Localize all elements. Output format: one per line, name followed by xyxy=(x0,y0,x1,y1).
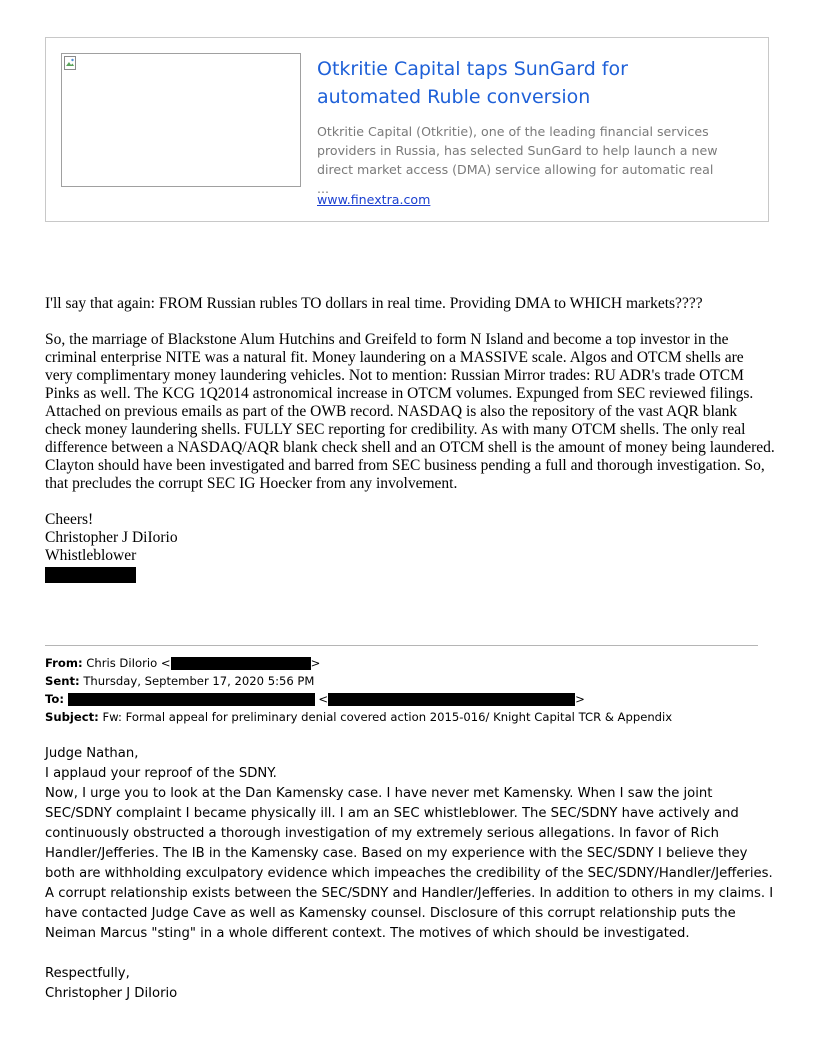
paragraph-1: I'll say that again: FROM Russian rubles TO dollars in real time. Providing DMA to WHICH markets???? xyxy=(45,295,703,312)
to-close: > xyxy=(575,692,585,706)
salutation: Judge Nathan, xyxy=(45,746,139,761)
paragraph-2: So, the marriage of Blackstone Alum Hutchins and Greifeld to form N Island and become a top investor in the criminal enterprise NITE was a natural fit. Money laundering on a MASSIVE scale. Algos and OTCM shells are very complimentary money laundering vehicles. Not to mention: Russian Mirror trades: RU ADR's trade OTCM Pinks as well. The KCG 1Q2014 astronomical increase in OTCM volumes. Expunged from SEC reviewed filings. Attached on previous emails as part of the OWB record. NASDAQ is also the repository of the vast AQR blank check money laundering shells. FULLY SEC reporting for credibility. As with many OTCM shells. The only real difference between a NASDAQ/AQR blank check shell and an OTCM shell is the amount of money being laundered. Clayton should have been investigated and barred from SEC business pending a full and thorough investigation. So, that precludes the corrupt SEC IG Hoecker from any involvement. xyxy=(45,331,775,492)
from-label: From: xyxy=(45,656,83,670)
body-paragraph: Now, I urge you to look at the Dan Kamensky case. I have never met Kamensky. When I saw the joint SEC/SDNY complaint I became physically ill. I am an SEC whistleblower. The SEC/SDNY have actively and continuously obstructed a thorough investigation of my extremely serious allegations. In favor of Rich Handler/Jefferies. The IB in the Kamensky case. Based on my experience with the SEC/SDNY I believe they both are withholding exculpatory evidence which impeaches the credibility of the SEC/SDNY/Handler/Jefferies. A corrupt relationship exists between the SEC/SDNY and Handler/Jefferies. In addition to others in my claims. I have contacted Judge Cave as well as Kamensky counsel. Disclosure of this corrupt relationship puts the Neiman Marcus "sting" in a whole different context. The motives of which should be investigated. xyxy=(45,786,774,941)
card-description: Otkritie Capital (Otkritie), one of the leading financial services providers in Russia, has selected SunGard to help launch a new direct market access (DMA) service allowing for automatic real ... xyxy=(317,124,718,196)
from-close: > xyxy=(310,656,321,670)
redaction-bar xyxy=(171,657,311,670)
redaction-bar xyxy=(68,693,315,706)
sent-value: Thursday, September 17, 2020 5:56 PM xyxy=(83,674,315,688)
subject-row xyxy=(45,708,785,726)
redaction-bar xyxy=(328,693,575,706)
from-value: Chris DiIorio < xyxy=(86,656,171,670)
sent-row xyxy=(45,672,785,690)
email-divider xyxy=(45,645,758,646)
subject-value: Fw: Formal appeal for preliminary denial covered action 2015-016/ Knight Capital TCR & Appendix xyxy=(102,710,673,724)
broken-image-icon xyxy=(64,56,76,70)
forwarded-header xyxy=(45,654,785,726)
to-row xyxy=(45,690,785,708)
link-preview-card[interactable] xyxy=(45,37,769,222)
sent-label: Sent: xyxy=(45,674,80,688)
closing-text: Cheers! xyxy=(45,511,94,528)
from-row xyxy=(45,654,785,672)
redaction-bar xyxy=(45,567,136,583)
preview-image[interactable] xyxy=(61,53,301,187)
to-mid: < xyxy=(318,692,329,706)
card-title[interactable]: Otkritie Capital taps SunGard for automated Ruble conversion xyxy=(317,58,628,108)
forwarded-email-body xyxy=(45,744,780,1004)
signature-name: Christopher J DiIorio xyxy=(45,529,178,546)
closing-text: Respectfully, xyxy=(45,966,130,981)
body-line-1: I applaud your reproof of the SDNY. xyxy=(45,766,277,781)
signature-block xyxy=(45,511,775,583)
subject-label: Subject: xyxy=(45,710,99,724)
to-label: To: xyxy=(45,692,64,706)
card-link[interactable]: www.finextra.com xyxy=(317,192,431,207)
signature-role: Whistleblower xyxy=(45,547,137,564)
signature-name: Christopher J DiIorio xyxy=(45,986,178,1001)
